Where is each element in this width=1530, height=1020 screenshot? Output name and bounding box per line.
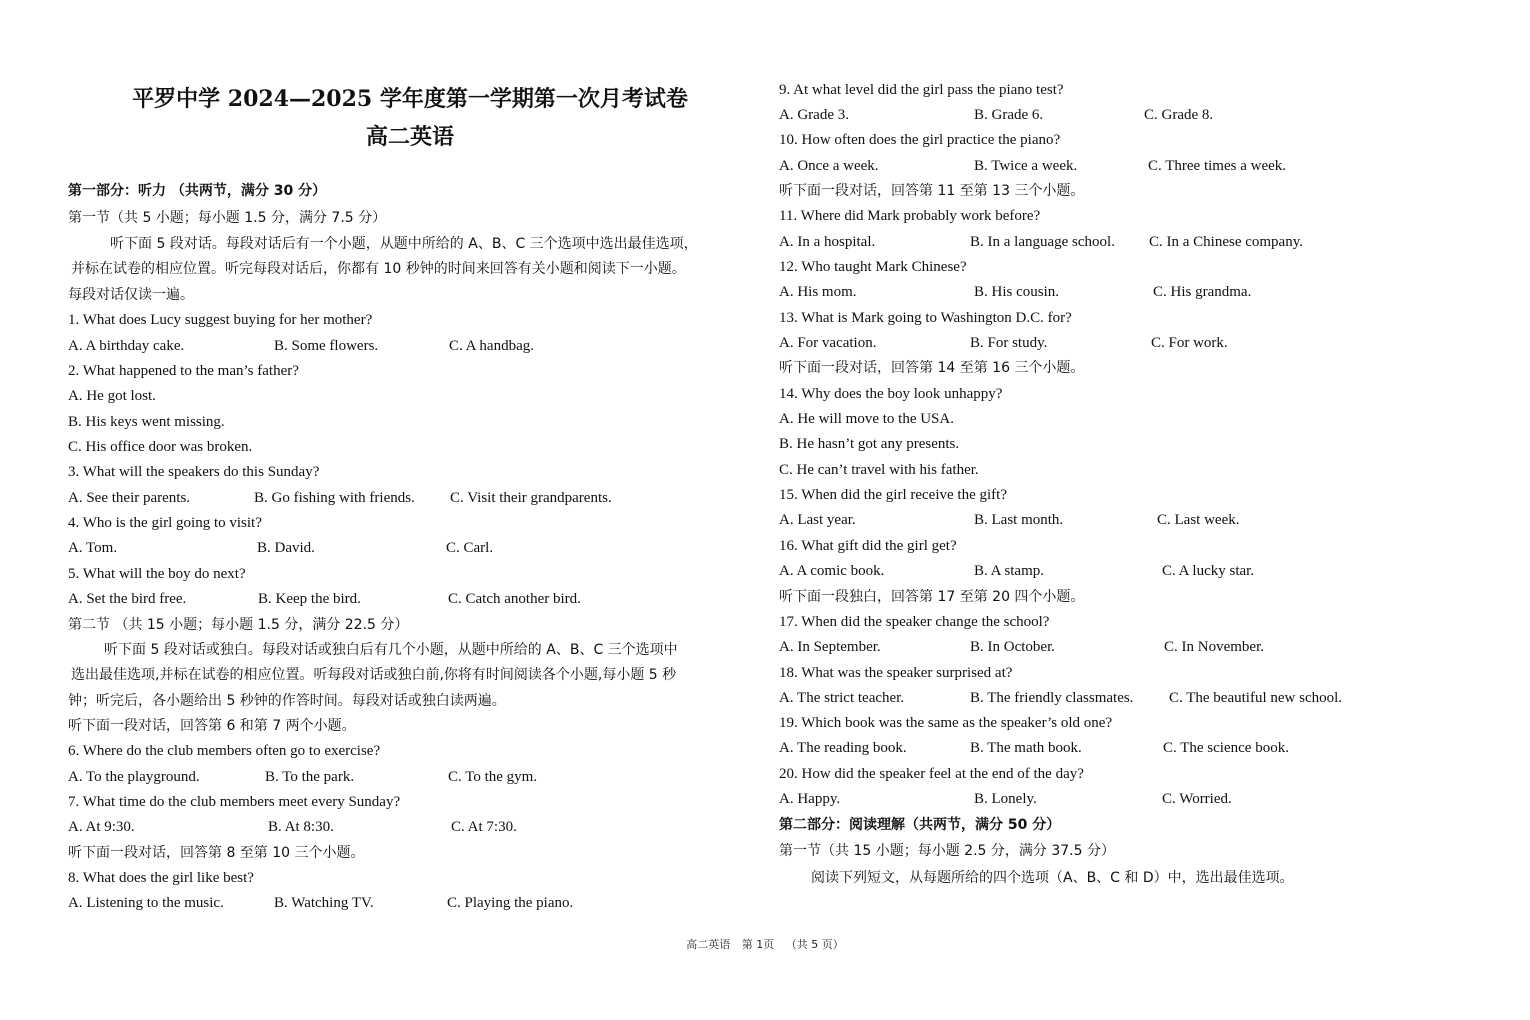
option-a: A. He will move to the USA. (779, 411, 954, 427)
option-a: A. He got lost. (68, 388, 156, 404)
option-b: B. Last month. (974, 512, 1064, 528)
part2-instruction: 阅读下列短文，从每题所给的四个选项（A、B、C 和 D）中，选出最佳选项。 (811, 870, 1294, 886)
section1-heading: 第一节（共 5 小题；每小题 1.5 分，满分 7.5 分） (68, 210, 387, 226)
option-c: C. Last week. (1157, 512, 1240, 528)
question-15: 15. When did the girl receive the gift? (779, 487, 1007, 503)
option-c: C. Worried. (1162, 791, 1232, 807)
option-a: A. For vacation. (779, 335, 877, 351)
question-6: 6. Where do the club members often go to exercise? (68, 743, 381, 759)
option-b: B. Lonely. (974, 791, 1037, 807)
question-8-options (68, 892, 758, 914)
listen-instruction: 听下面一段对话，回答第 14 至第 16 三个小题。 (779, 360, 1085, 376)
question-3-options (68, 487, 758, 509)
option-b: B. For study. (970, 335, 1048, 351)
option-b: B. Some flowers. (274, 338, 379, 354)
question-16: 16. What gift did the girl get? (779, 538, 957, 554)
question-19-options (779, 737, 1479, 759)
option-c: C. Playing the piano. (447, 895, 574, 911)
option-c: C. Three times a week. (1148, 158, 1287, 174)
section2-instruction-line: 听下面 5 段对话或独白。每段对话或独白后有几个小题，从题中所给的 A、B、C 三个选项中 (104, 642, 678, 658)
option-b: B. A stamp. (974, 563, 1045, 579)
option-b: B. Twice a week. (974, 158, 1078, 174)
part2-section1-heading: 第一节（共 15 小题；每小题 2.5 分，满分 37.5 分） (779, 843, 1115, 859)
question-17: 17. When did the speaker change the school? (779, 614, 1050, 630)
question-10-options (779, 155, 1479, 177)
footer-total-pages: （共 5 页） (785, 938, 844, 951)
option-b: B. In a language school. (970, 234, 1115, 250)
option-a: A. In a hospital. (779, 234, 876, 250)
option-b: B. David. (257, 540, 315, 556)
option-c: C. Grade 8. (1144, 107, 1214, 123)
listen-instruction: 听下面一段对话，回答第 11 至第 13 三个小题。 (779, 183, 1085, 199)
option-c: C. A handbag. (449, 338, 534, 354)
question-13-options (779, 332, 1479, 354)
option-c: C. A lucky star. (1162, 563, 1255, 579)
option-a: A. See their parents. (68, 490, 191, 506)
option-a: A. Listening to the music. (68, 895, 224, 911)
option-c: C. In November. (1164, 639, 1264, 655)
question-5: 5. What will the boy do next? (68, 566, 246, 582)
option-c: C. His office door was broken. (68, 439, 253, 455)
section1-instruction-line: 并标在试卷的相应位置。听完每段对话后，你都有 10 秒钟的时间来回答有关小题和阅读下一小题。 (71, 261, 686, 277)
section1-instruction-line: 听下面 5 段对话。每段对话后有一个小题，从题中所给的 A、B、C 三个选项中选出最佳选项， (110, 236, 698, 252)
question-11: 11. Where did Mark probably work before? (779, 208, 1041, 224)
section2-heading: 第二节 （共 15 小题；每小题 1.5 分，满分 22.5 分） (68, 617, 409, 633)
question-14: 14. Why does the boy look unhappy? (779, 386, 1003, 402)
question-19: 19. Which book was the same as the speaker’s old one? (779, 715, 1113, 731)
option-a: A. In September. (779, 639, 881, 655)
section1-instruction-line: 每段对话仅读一遍。 (68, 287, 194, 303)
option-c: C. At 7:30. (451, 819, 517, 835)
option-b: B. The math book. (970, 740, 1082, 756)
exam-subtitle: 高二英语 (365, 124, 454, 150)
option-a: A. A birthday cake. (68, 338, 185, 354)
footer-subject: 高二英语 (686, 938, 731, 951)
option-a: A. The reading book. (779, 740, 907, 756)
option-c: C. His grandma. (1153, 284, 1252, 300)
question-1: 1. What does Lucy suggest buying for her mother? (68, 312, 373, 328)
question-3: 3. What will the speakers do this Sunday? (68, 464, 320, 480)
section2-instruction-line: 钟；听完后，各小题给出 5 秒钟的作答时间。每段对话或独白读两遍。 (68, 693, 506, 709)
question-6-options (68, 766, 758, 788)
question-18-options (779, 687, 1479, 709)
question-1-options (68, 335, 758, 357)
part1-heading: 第一部分：听力 （共两节，满分 30 分） (68, 183, 327, 199)
exam-title: 平罗中学 2024—2025 学年度第一学期第一次月考试卷 (132, 86, 688, 112)
option-a: A. Last year. (779, 512, 856, 528)
option-a: A. Grade 3. (779, 107, 849, 123)
question-5-options (68, 588, 758, 610)
option-a: A. His mom. (779, 284, 857, 300)
question-9-options (779, 104, 1479, 126)
question-7: 7. What time do the club members meet every Sunday? (68, 794, 401, 810)
option-b: B. He hasn’t got any presents. (779, 436, 960, 452)
option-c: C. The science book. (1163, 740, 1289, 756)
option-b: B. His cousin. (974, 284, 1060, 300)
option-a: A. To the playground. (68, 769, 200, 785)
option-b: B. In October. (970, 639, 1055, 655)
listen-instruction: 听下面一段独白，回答第 17 至第 20 四个小题。 (779, 589, 1085, 605)
option-b: B. Go fishing with friends. (254, 490, 415, 506)
option-b: B. At 8:30. (268, 819, 334, 835)
option-a: A. Happy. (779, 791, 841, 807)
option-a: A. At 9:30. (68, 819, 135, 835)
question-4-options (68, 537, 758, 559)
question-12: 12. Who taught Mark Chinese? (779, 259, 967, 275)
option-c: C. For work. (1151, 335, 1228, 351)
option-b: B. The friendly classmates. (970, 690, 1134, 706)
option-b: B. Grade 6. (974, 107, 1044, 123)
option-a: A. Set the bird free. (68, 591, 187, 607)
option-b: B. Watching TV. (274, 895, 374, 911)
question-8: 8. What does the girl like best? (68, 870, 254, 886)
listen-instruction: 听下面一段对话，回答第 6 和第 7 两个小题。 (68, 718, 356, 734)
option-c: C. To the gym. (448, 769, 538, 785)
option-c: C. Visit their grandparents. (450, 490, 612, 506)
question-2: 2. What happened to the man’s father? (68, 363, 299, 379)
question-17-options (779, 636, 1479, 658)
option-b: B. His keys went missing. (68, 414, 225, 430)
question-12-options (779, 281, 1479, 303)
option-b: B. Keep the bird. (258, 591, 361, 607)
question-16-options (779, 560, 1479, 582)
option-a: A. Once a week. (779, 158, 879, 174)
option-c: C. He can’t travel with his father. (779, 462, 979, 478)
option-c: C. The beautiful new school. (1169, 690, 1343, 706)
footer-page-number: 第 1页 (741, 938, 775, 951)
listen-instruction: 听下面一段对话，回答第 8 至第 10 三个小题。 (68, 845, 365, 861)
option-b: B. To the park. (265, 769, 355, 785)
option-a: A. The strict teacher. (779, 690, 905, 706)
option-a: A. Tom. (68, 540, 118, 556)
question-15-options (779, 509, 1479, 531)
question-18: 18. What was the speaker surprised at? (779, 665, 1013, 681)
option-a: A. A comic book. (779, 563, 885, 579)
question-13: 13. What is Mark going to Washington D.C. for? (779, 310, 1072, 326)
question-20: 20. How did the speaker feel at the end of the day? (779, 766, 1084, 782)
option-c: C. Catch another bird. (448, 591, 581, 607)
option-c: C. Carl. (446, 540, 494, 556)
question-20-options (779, 788, 1479, 810)
section2-instruction-line: 选出最佳选项,并标在试卷的相应位置。听每段对话或独白前,你将有时间阅读各个小题,每小题 5 秒 (71, 667, 677, 683)
part2-heading: 第二部分：阅读理解（共两节，满分 50 分） (779, 817, 1061, 833)
question-9: 9. At what level did the girl pass the piano test? (779, 82, 1064, 98)
question-10: 10. How often does the girl practice the piano? (779, 132, 1061, 148)
question-4: 4. Who is the girl going to visit? (68, 515, 262, 531)
option-c: C. In a Chinese company. (1149, 234, 1303, 250)
question-11-options (779, 231, 1479, 253)
page-footer (0, 936, 1530, 952)
question-7-options (68, 816, 758, 838)
